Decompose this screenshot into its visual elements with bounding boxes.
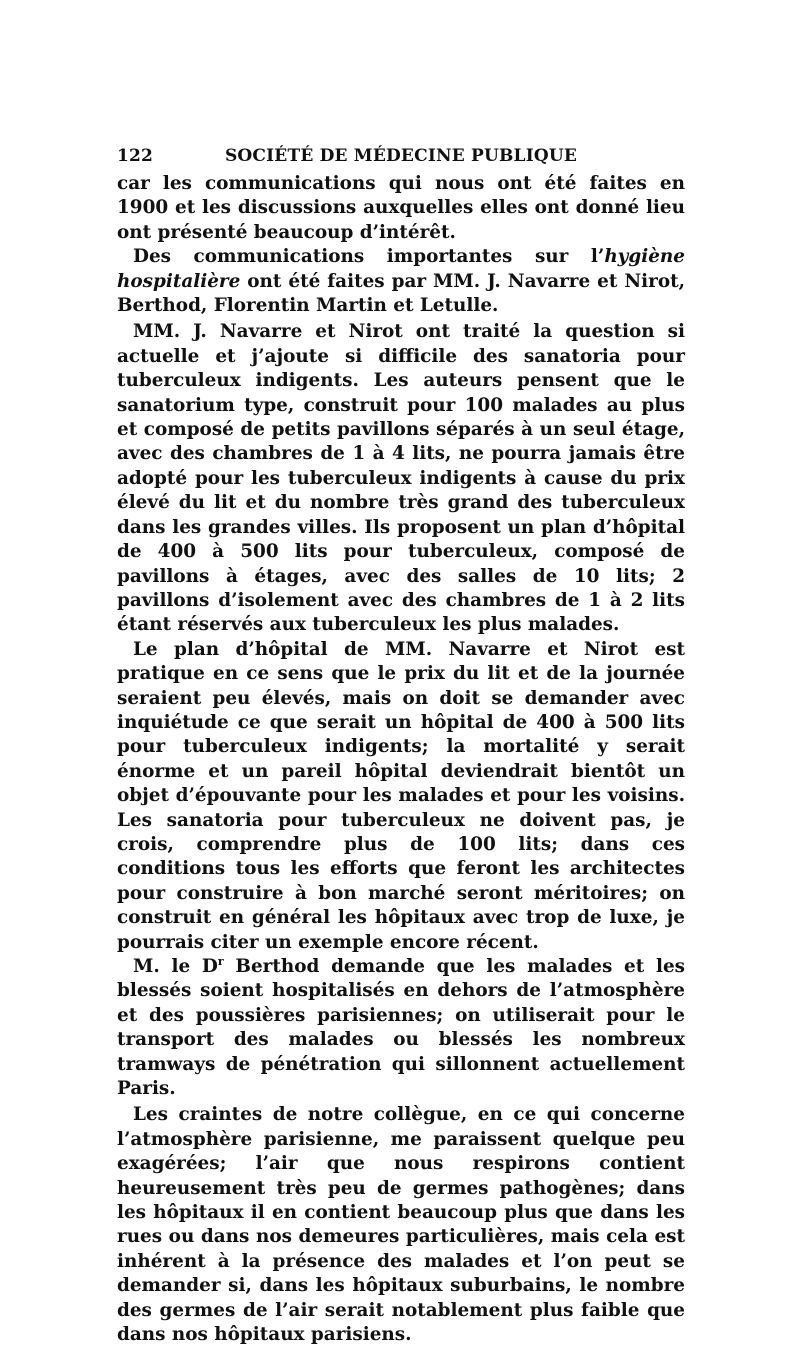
paragraph-plan-hopital: Le plan d’hôpital de MM. Navarre et Nirot est pratique en ce sens que le prix du lit et de la journée seraient peu élevés, mais on doit se demander avec inquiétude ce que serait un hôpital de 400 à 500 lits pour tuberculeux indigents; la mortalité y serait énorme et un pareil hôpital deviendrait bientôt un objet d’épouvante pour les malades et pour les voisins. Les sanatoria pour tuberculeux ne doivent pas, je crois, comprendre plus de 100 lits; dans ces conditions tous les efforts que feront les architectes pour construire à bon marché seront méritoires; on construit en général les hôpitaux avec trop de luxe, je pourrais citer un exemple encore récent. [117, 638, 685, 953]
running-title: SOCIÉTÉ DE MÉDECINE PUBLIQUE [224, 146, 578, 166]
book-page [117, 146, 685, 1348]
paragraph-text: M. le D [133, 956, 218, 977]
page-header [117, 146, 685, 172]
page-number: 122 [117, 146, 154, 166]
paragraph-text: Des communications importantes sur l’ [133, 246, 605, 268]
paragraph-continuation: car les communications qui nous ont été faites en 1900 et les discussions auxquelles elles ont donné lieu ont présenté beaucoup d’intérêt. [117, 173, 685, 243]
superscript: r [217, 954, 224, 968]
paragraph-navarre-nirot: MM. J. Navarre et Nirot ont traité la question si actuelle et j’ajoute si difficile des sanatoria pour tuberculeux indigents. Les auteurs pensent que le sanatorium type, construit pour 100 malades au plus et composé de petits pavillons séparés à un seul étage, avec des chambres de 1 à 4 lits, ne pourra jamais être adopté pour les tuberculeux indigents à cause du prix élevé du lit et du nombre très grand des tuberculeux dans les grandes villes. Ils proposent un plan d’hôpital de 400 à 500 lits pour tuberculeux, composé de pavillons à étages, avec des salles de 10 lits; 2 pavillons d’isolement avec des chambres de 1 à 2 lits étant réservés aux tuberculeux les plus malades. [117, 321, 685, 636]
paragraph-craintes: Les craintes de notre collègue, en ce qui concerne l’atmosphère parisienne, me paraissent quelque peu exagérées; l’air que nous respirons contient heureusement très peu de germes pathogènes; dans les hôpitaux il en contient beaucoup plus que dans les rues ou dans nos demeures particulières, mais cela est inhérent à la présence des malades et l’on peut se demander si, dans les hôpitaux suburbains, le nombre des germes de l’air serait notablement plus faible que dans nos hôpitaux parisiens. [117, 1104, 685, 1346]
paragraph-text: Berthod demande que les malades et les blessés soient hospitalisés en dehors de l’atmosphère et des poussières parisiennes; on utiliserait pour le transport des malades ou blessés les nombreux tramways de pénétration qui sillonnent actuellement Paris. [117, 956, 686, 1100]
paragraph-hygiene-hospitaliere [117, 245, 685, 318]
body-text [117, 172, 685, 1348]
paragraph-berthod [117, 955, 685, 1101]
paragraph-text: ont été faites par MM. J. Navarre et Nirot, Berthod, Florentin Martin et Letulle. [117, 270, 685, 317]
italic-term: hygiène hospitalière [117, 246, 685, 292]
